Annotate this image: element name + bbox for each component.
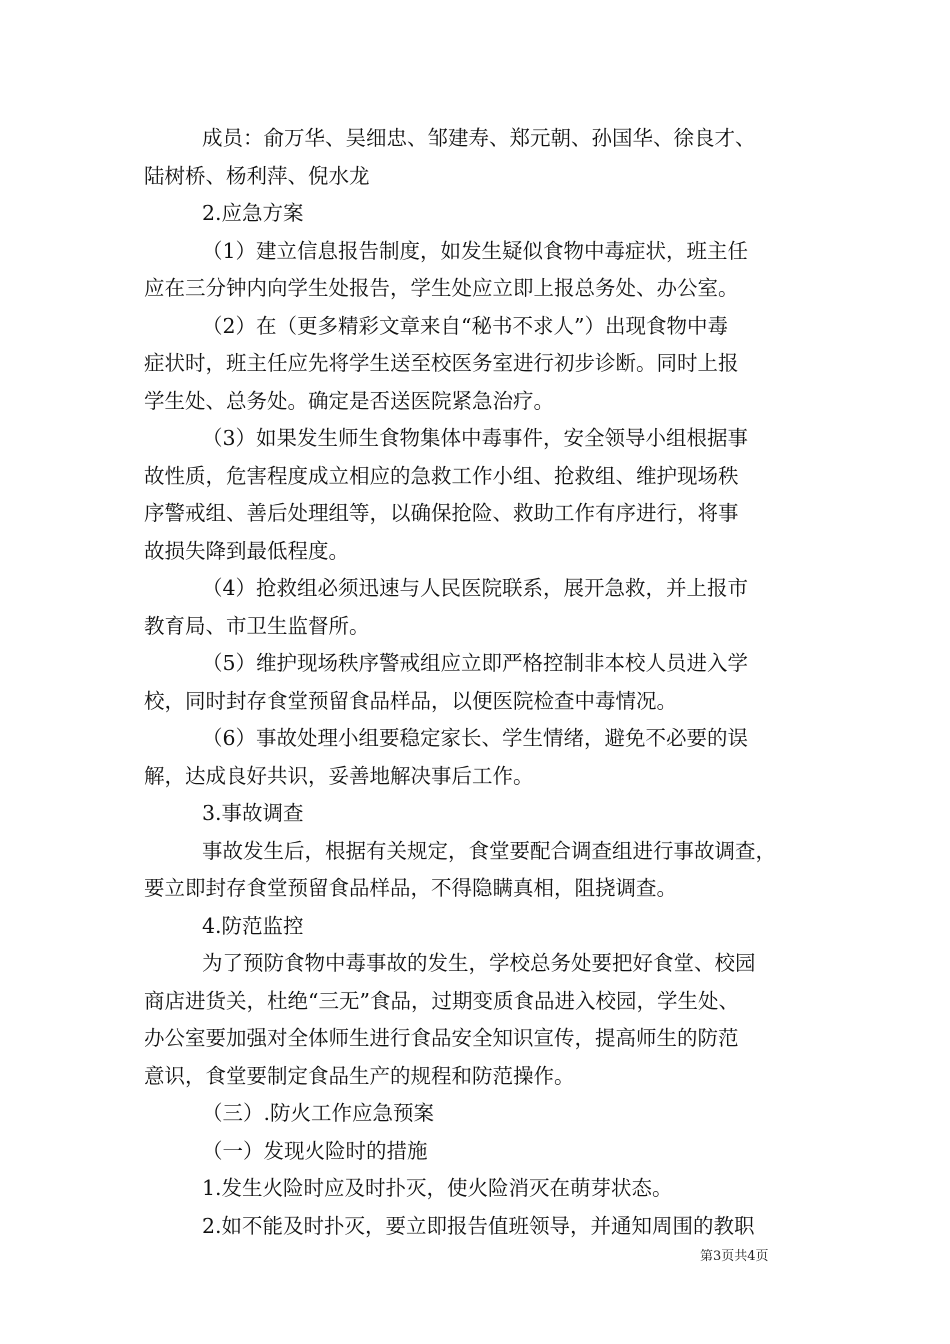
- text-line: 解，达成良好共识，妥善地解决事后工作。: [144, 763, 534, 788]
- text-line: 序警戒组、善后处理组等，以确保抢险、救助工作有序进行，将事: [144, 501, 739, 525]
- text-line: 故性质，危害程度成立相应的急救工作小组、抢救组、维护现场秩: [144, 463, 739, 488]
- text-line: 事故发生后，根据有关规定，食堂要配合调查组进行事故调查，: [202, 838, 776, 863]
- text-line: 为了预防食物中毒事故的发生，学校总务处要把好食堂、校园: [202, 951, 756, 975]
- text-line: （2）在（更多精彩文章来自“秘书不求人”）出现食物中毒: [202, 313, 729, 338]
- text-line: （3）如果发生师生食物集体中毒事件，安全领导小组根据事: [202, 426, 749, 450]
- text-line: 陆树桥、杨利萍、倪水龙: [144, 163, 370, 188]
- text-line: 教育局、市卫生监督所。: [144, 613, 370, 638]
- text-line: 症状时，班主任应先将学生送至校医务室进行初步诊断。同时上报: [144, 351, 739, 375]
- text-line: 4.防范监控: [202, 913, 304, 938]
- text-line: 商店进货关，杜绝“三无”食品，过期变质食品进入校园，学生处、: [144, 988, 739, 1013]
- text-line: （1）建立信息报告制度，如发生疑似食物中毒症状，班主任: [202, 238, 749, 263]
- text-line: （5）维护现场秩序警戒组应立即严格控制非本校人员进入学: [202, 651, 749, 675]
- page-number: 第3页共4页: [700, 1249, 769, 1264]
- text-line: 应在三分钟内向学生处报告，学生处应立即上报总务处、办公室。: [144, 276, 739, 300]
- text-line: 1.发生火险时应及时扑灭，使火险消灭在萌芽状态。: [202, 1176, 673, 1200]
- text-line: 3.事故调查: [202, 801, 304, 825]
- text-line: 意识，食堂要制定食品生产的规程和防范操作。: [144, 1063, 575, 1088]
- text-line: 办公室要加强对全体师生进行食品安全知识宣传，提高师生的防范: [144, 1026, 739, 1050]
- text-line: 校，同时封存食堂预留食品样品，以便医院检查中毒情况。: [144, 688, 677, 713]
- text-line: 学生处、总务处。确定是否送医院紧急治疗。: [144, 388, 554, 413]
- text-line: 故损失降到最低程度。: [144, 538, 349, 563]
- text-line: （4）抢救组必须迅速与人民医院联系，展开急救，并上报市: [202, 576, 749, 600]
- text-line: 2.应急方案: [202, 201, 304, 225]
- text-line: （6）事故处理小组要稳定家长、学生情绪，避免不必要的误: [202, 726, 749, 750]
- text-line: （一）发现火险时的措施: [202, 1138, 428, 1163]
- text-line: 要立即封存食堂预留食品样品，不得隐瞒真相，阻挠调查。: [144, 876, 677, 900]
- document-body: [144, 120, 824, 1245]
- text-line: 2.如不能及时扑灭，要立即报告值班领导，并通知周围的教职: [202, 1213, 755, 1238]
- text-line: （三）.防火工作应急预案: [202, 1101, 435, 1125]
- text-line: 成员：俞万华、吴细忠、邹建寿、郑元朝、孙国华、徐良才、: [202, 126, 756, 150]
